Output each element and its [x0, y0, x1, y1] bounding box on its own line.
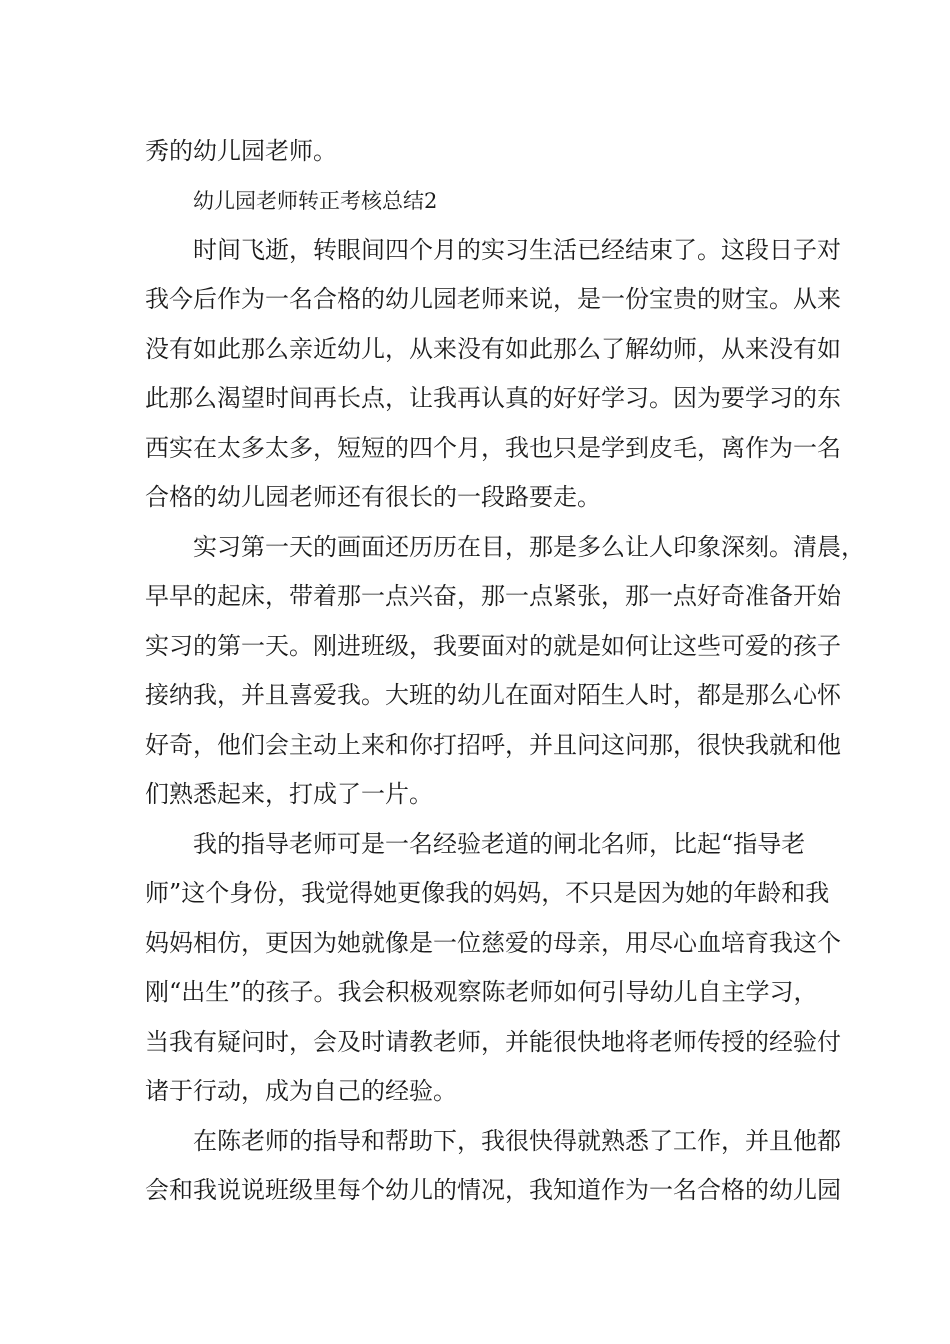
text-line: 当我有疑问时，会及时请教老师，并能很快地将老师传授的经验付: [145, 1028, 841, 1056]
text-line: 秀的幼儿园老师。: [145, 137, 337, 165]
text-line: 好奇，他们会主动上来和你打招呼，并且问这问那，很快我就和他: [145, 731, 841, 759]
text-line: 师”这个身份，我觉得她更像我的妈妈，不只是因为她的年龄和我: [145, 879, 830, 907]
text-line: 实习的第一天。刚进班级，我要面对的就是如何让这些可爱的孩子: [145, 632, 841, 660]
text-line: 此那么渴望时间再长点，让我再认真的好好学习。因为要学习的东: [145, 384, 841, 412]
section-heading: 幼儿园老师转正考核总结2: [193, 189, 438, 213]
text-line: 会和我说说班级里每个幼儿的情况，我知道作为一名合格的幼儿园: [145, 1176, 841, 1204]
text-line: 妈妈相仿，更因为她就像是一位慈爱的母亲，用尽心血培育我这个: [145, 929, 841, 957]
text-line: 刚“出生”的孩子。我会积极观察陈老师如何引导幼儿自主学习，: [145, 978, 818, 1006]
text-line: 西实在太多太多，短短的四个月，我也只是学到皮毛，离作为一名: [145, 434, 841, 462]
text-line: 实习第一天的画面还历历在目，那是多么让人印象深刻。清晨，: [193, 533, 865, 561]
text-line: 诸于行动，成为自己的经验。: [145, 1077, 457, 1105]
text-line: 没有如此那么亲近幼儿，从来没有如此那么了解幼师，从来没有如: [145, 335, 841, 363]
text-line: 合格的幼儿园老师还有很长的一段路要走。: [145, 483, 601, 511]
text-line: 接纳我，并且喜爱我。大班的幼儿在面对陌生人时，都是那么心怀: [145, 681, 841, 709]
text-line: 时间飞逝，转眼间四个月的实习生活已经结束了。这段日子对: [193, 236, 841, 264]
text-line: 们熟悉起来，打成了一片。: [145, 780, 433, 808]
text-line: 我今后作为一名合格的幼儿园老师来说，是一份宝贵的财宝。从来: [145, 285, 841, 313]
text-line: 我的指导老师可是一名经验老道的闸北名师，比起“指导老: [193, 830, 806, 858]
text-line: 在陈老师的指导和帮助下，我很快得就熟悉了工作，并且他都: [193, 1127, 841, 1155]
text-line: 早早的起床，带着那一点兴奋，那一点紧张，那一点好奇准备开始: [145, 582, 841, 610]
